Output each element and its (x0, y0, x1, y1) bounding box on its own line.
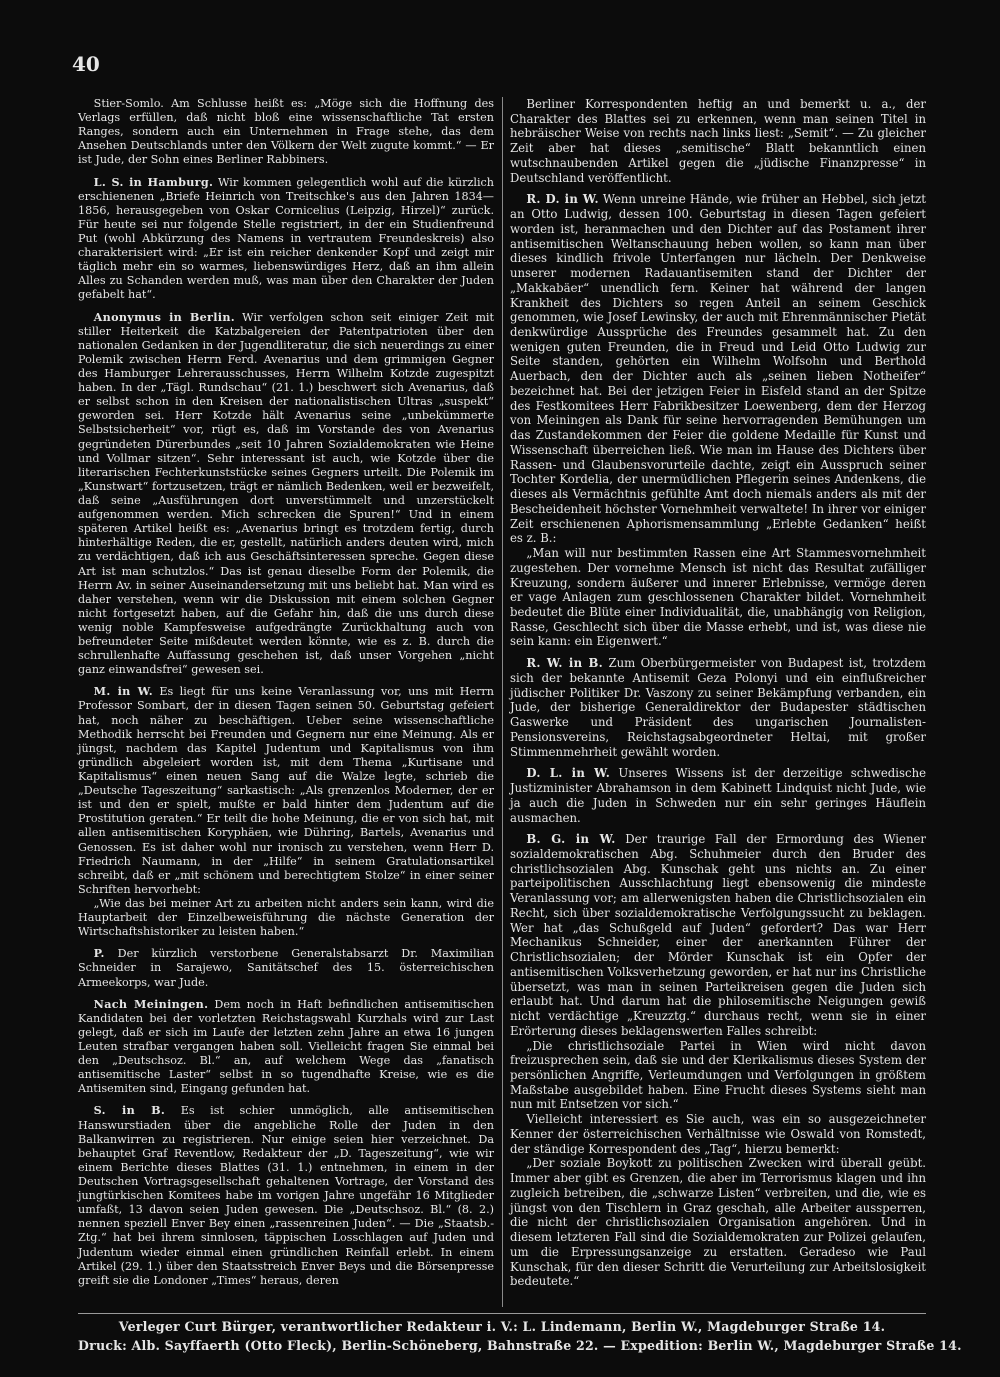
paragraph-text: Wir verfolgen schon seit einiger Zeit mit stiller Heiterkeit die Katzbalgereien der Patentpatrioten über den nationalen Gedanken in der Jugendliteratur, die sich neuerdings zu einer Polemik zwischen Herrn Ferd. Avenarius und dem grimmigen Gegner des Hamburger Lehrerausschusses, Herrn Wilhelm Kotzde zugespitzt haben. In der „Tägl. Rundschau“ (21. 1.) beschwert sich Avenarius, daß er selbst schon in den Kreisen der nationalistischen Ultras „suspekt“ geworden sei. Herr Kotzde hält Avenarius seine „unbekümmerte Selbstsicherheit“ vor, rügt es, daß im Vorstande des von Avenarius gegründeten Dürerbundes „seit 10 Jahren Sozialdemokraten wie Heine und Vollmar sitzen“. Sehr interessant ist auch, wie Kotzde über die literarischen Fechterkunststücke seines Gegners urteilt. Die Polemik im „Kunstwart“ fortzusetzen, trägt er nämlich Bedenken, weil er bezweifelt, daß seine „Ausführungen dort unverstümmelt und unzerstückelt aufgenommen werden. Mich schrecken die Spuren!“ Und in einem späteren Artikel heißt es: „Avenarius bringt es trotzdem fertig, durch hinterhältige Reden, die er, gestellt, natürlich anders deuten wird, mich zu verdächtigen, daß ich aus Geschäftsinteressen spreche. Gegen diese Art ist man schutzlos.“ Das ist genau dieselbe Form der Polemik, die Herrn Av. in seiner Auseinandersetzung mit uns beliebt hat. Man wird es daher verstehen, wenn wir die Diskussion mit einem solchen Gegner nicht fortgesetzt haben, auf die Gefahr hin, daß die uns durch diese wenig noble Kampfesweise aufgedrängte Zurückhaltung auch von befreundeter Seite mißdeutet werden könnte, wie es z. B. durch die schrullenhafte Auffassung geschehen ist, daß unser Vorgehen „nicht ganz einwandsfrei“ gewesen sei. (78, 310, 495, 677)
paragraph-text: Vielleicht interessiert es Sie auch, was ein so ausgezeichneter Kenner der österreichischen Verhältnisse wie Oswald von Romstedt, der ständige Korrespondent des „Tag“, hierzu bemerkt: (510, 1112, 926, 1156)
paragraph-text: Wir kommen gelegentlich wohl auf die kürzlich erschienenen „Briefe Heinrich von Treitschke's aus den Jahren 1834—1856, herausgegeben von Oskar Cornicelius (Leipzig, Hirzel)“ zurück. Für heute sei nur folgende Stelle registriert, in der ein Studienfreund Put (wohl Abkürzung des Namens in vertrautem Freundeskreis) also charakterisiert wird: „Er ist ein reicher denkender Kopf und zeigt mir täglich mehr ein so warmes, liebenswürdiges Herz, daß an ihm allein Alles zu Schanden werden muß, was man über den Charakter der Juden gefabelt hat“. (78, 175, 494, 302)
printer-line: Druck: Alb. Sayffaerth (Otto Fleck), Berlin-Schöneberg, Bahnstraße 22. — Expedition: Berlin W., Magdeburger Straße 14. (78, 1338, 962, 1353)
article-paragraph (510, 192, 926, 546)
reply-addressee: M. in W. (93, 684, 153, 699)
article-paragraph (510, 97, 926, 185)
publisher-line: Verleger Curt Bürger, verantwortlicher Redakteur i. V.: L. Lindemann, Berlin W., Magdeburger Straße 14. (118, 1319, 886, 1334)
article-paragraph (78, 175, 494, 303)
paragraph-text: Es ist schier unmöglich, alle antisemitischen Hanswurstiaden über die angebliche Rolle der Juden in den Balkanwirren zu registrieren. Nur einige seien hier verzeichnet. Da behauptet Graf Reventlow, Redakteur der „D. Tageszeitung“, wie wir einem Berichte dieses Blattes (31. 1.) entnehmen, in einem in der Deutschen Vortragsgesellschaft gehaltenen Vortrage, der Vorstand des jungtürkischen Komitees habe im vorigen Jahre ungefähr 16 Mitglieder umfaßt, 13 davon seien Juden gewesen. Die „Deutschsoz. Bl.“ (8. 2.) nennen speziell Enver Bey einen „rassenreinen Juden“. — Die „Staatsb.-Ztg.“ hat bei ihrem sinnlosen, täppischen Losschlagen auf Juden und Judentum wieder einmal einen gründlichen Reinfall erlebt. In einem Artikel (29. 1.) über den Staatsstreich Enver Beys und die Börsenpresse greift sie die Londoner „Times“ heraus, deren (78, 1104, 495, 1287)
footer-rule (78, 1313, 926, 1314)
reply-addressee: P. (93, 946, 105, 961)
reply-addressee: D. L. in W. (526, 766, 611, 781)
article-paragraph (510, 832, 926, 1038)
page-number: 40 (72, 52, 100, 76)
right-column (510, 97, 926, 1289)
article-paragraph (510, 546, 926, 649)
paragraph-text: Zum Oberbürgermeister von Budapest ist, trotzdem sich der bekannte Antisemit Geza Polonyi und ein einflußreicher jüdischer Politiker Dr. Vaszony zu seiner Bekämpfung verbanden, ein Jude, der bisherige Generaldirektor der Budapester städtischen Gaswerke und Präsident des ungarischen Journalisten-Pensionsvereins, Reichstagsabgeordneter Heltai, mit großer Stimmenmehrheit gewählt worden. (510, 656, 926, 759)
paragraph-text: Dem noch in Haft befindlichen antisemitischen Kandidaten bei der vorletzten Reichstagswahl Kurzhals wird zur Last gelegt, daß er sich im Laufe der letzten zehn Jahre an etwa 16 jungen Leuten strafbar vergangen haben soll. Vielleicht fragen Sie einmal bei den „Deutschsoz. Bl.“ an, auf welchem Wege das „fanatisch antisemitische Laster“ selbst in so tugendhafte Kreise, wie es die Antisemiten sind, Eingang gefunden hat. (78, 997, 495, 1096)
paragraph-text: Der traurige Fall der Ermordung des Wiener sozialdemokratischen Abg. Schuhmeier durch den Bruder des christlichsozialen Abg. Kunschak geht uns nichts an. Zu einer parteipolitischen Ausschlachtung liegt ebensowenig die mindeste Veranlassung vor; am allerwenigsten haben die Christlichsozialen ein Recht, sich über sozialdemokratische Verfolgungssucht zu beklagen. Wer hat „das Schußgeld auf Juden“ gefordert? Das war Herr Mechanikus Schneider, einer der anerkannten Führer der Christlichsozialen; der Mörder Kunschak ist ein Opfer der antisemitischen Volksverhetzung geworden, er hat nur ins Christliche übersetzt, was man in seinen Parteikreisen gegen die Juden sich erlaubt hat. Und darum hat die philosemitische Neigungen gewiß nicht verdächtige „Kreuzztg.“ durchaus recht, wenn sie in einer Erörterung dieses beklagenswerten Falles schreibt: (510, 832, 926, 1038)
article-paragraph (510, 1156, 926, 1289)
article-paragraph (78, 897, 494, 939)
article-paragraph (78, 997, 494, 1097)
article-paragraph (78, 310, 494, 678)
paragraph-text: Wenn unreine Hände, wie früher an Hebbel, sich jetzt an Otto Ludwig, dessen 100. Geburtstag in diesen Tagen gefeiert worden ist, heranmachen und den Dichter auf das Postament ihrer antisemitischen Weltanschauung heben wollen, so kann man über dieses kindlich frivole Unterfangen nur lächeln. Der Denkweise unserer modernen Radauantisemiten stand der Dichter der „Makkabäer“ unendlich fern. Keiner hat während der langen Krankheit des Dichters so regen Anteil an seinem Geschick genommen, wie Josef Lewinsky, der auch mit Ehrenmännischer Pietät denkwürdige Aussprüche des Freundes gesammelt hat. Zu den wenigen guten Freunden, die in Freud und Leid Otto Ludwig zur Seite standen, gehörten ein Wilhelm Wolfsohn und Berthold Auerbach, den der Dichter auch als „seinen lieben Notheifer“ bezeichnet hat. Bei der jetzigen Feier in Eisfeld stand an der Spitze des Festkomitees Herr Fabrikbesitzer Loewenberg, dem der Herzog von Meiningen als Dank für seine hervorragenden Bemühungen um das Zustandekommen der Feier die goldene Medaille für Kunst und Wissenschaft überreichen ließ. Wie man im Hause des Dichters über Rassen- und Glaubensvorurteile dachte, zeigt ein Ausspruch seiner Tochter Kordelia, der unermüdlichen Pflegerin seines Andenkens, die dieses als Vermächtnis gefühlte Amt doch niemals anders als mit der Bescheidenheit höchster Vornehmheit verwaltete! In ihrer vor einiger Zeit erschienenen Aphorismensammlung „Erlebte Gedanken“ heißt es z. B.: (510, 192, 926, 546)
article-paragraph (78, 684, 494, 897)
reply-addressee: R. D. in W. (526, 192, 599, 207)
paragraph-text: Unseres Wissens ist der derzeitige schwedische Justizminister Abrahamson in dem Kabinett Lindquist nicht Jude, wie ja auch die Juden in Schweden nur ein sehr geringes Häuflein ausmachen. (510, 766, 927, 825)
reply-addressee: Nach Meiningen. (93, 996, 209, 1011)
paragraph-text: Der kürzlich verstorbene Generalstabsarzt Dr. Maximilian Schneider in Sarajewo, Sanitätschef des 15. österreichischen Armeekorps, war Jude. (78, 947, 494, 989)
column-divider (502, 97, 503, 1307)
left-column (78, 97, 494, 1288)
reply-addressee: B. G. in W. (526, 832, 616, 847)
reply-addressee: R. W. in B. (526, 656, 604, 671)
article-paragraph (510, 1112, 926, 1156)
reply-addressee: L. S. in Hamburg. (93, 174, 214, 189)
article-paragraph (78, 97, 494, 168)
reply-addressee: S. in B. (93, 1103, 166, 1118)
article-paragraph (510, 766, 926, 825)
article-paragraph (78, 1103, 494, 1287)
paragraph-text: „Die christlichsoziale Partei in Wien wird nicht davon freizusprechen sein, daß sie und der Klerikalismus dieses System der persönlichen Angriffe, Verleumdungen und Verfolgungen in größtem Maßstabe ausgebildet haben. Eine Frucht dieses Systems sieht man nun mit Entsetzen vor sich.“ (510, 1038, 926, 1112)
article-paragraph (510, 656, 926, 759)
paragraph-text: Es liegt für uns keine Veranlassung vor, uns mit Herrn Professor Sombart, der in diesen Tagen seinen 50. Geburtstag gefeiert hat, noch näher zu beschäftigen. Ueber seine wissenschaftliche Methodik herrscht bei Freunden und Gegnern nur eine Meinung. Als er jüngst, nachdem das Kapitel Judentum und Kapitalismus von ihm gründlich abgeleiert worden ist, mit dem Thema „Kurtisane und Kapitalismus“ einen neuen Sang auf die Walze legte, schrieb die „Deutsche Tageszeitung“ sarkastisch: „Als grenzenlos Moderner, der er ist und den er spielt, mußte er bald hinter dem Judentum auf die Prostitution geraten.“ Er teilt die hohe Meinung, die er von sich hat, mit allen antisemitischen Koryphäen, wie Dühring, Bartels, Avenarius und Genossen. Es ist daher wohl nur ironisch zu verstehen, wenn Herr D. Friedrich Naumann, in der „Hilfe“ in seinem Gratulationsartikel schreibt, daß er „mit schönem und berechtigtem Stolze“ in einer seiner Schriften hervorhebt: (78, 685, 494, 896)
article-paragraph (78, 946, 494, 989)
paragraph-text: „Der soziale Boykott zu politischen Zwecken wird überall geübt. Immer aber gibt es Grenzen, die aber im Terrorismus klagen und ihn zugleich betreiben, die „schwarze Listen“ verbreiten, und die, wie es jüngst von den Tischlern in Graz geschah, alle Arbeiter aussperren, die nicht der christlichsozialen Organisation angehören. Und in diesem letzteren Fall sind die Sozialdemokraten zur Polizei gelaufen, um die Erpressungsanzeige zu erstatten. Geradeso wie Paul Kunschak, für den dieser Schritt die Verurteilung zur Arbeitslosigkeit bedeutete.“ (510, 1156, 926, 1289)
paragraph-text: Stier-Somlo. Am Schlusse heißt es: „Möge sich die Hoffnung des Verlags erfüllen, daß nicht bloß eine wissenschaftliche Tat ersten Ranges, sondern auch ein Unternehmen in Frage stehe, das dem Ansehen Deutschlands unter den Völkern der Welt zugute kommt.“ — Er ist Jude, der Sohn eines Berliner Rabbiners. (78, 97, 494, 167)
paragraph-text: „Wie das bei meiner Art zu arbeiten nicht anders sein kann, wird die Hauptarbeit der Einzelbeweisführung die nächste Generation der Wirtschaftshistoriker zu leisten haben.“ (78, 897, 494, 939)
paragraph-text: Berliner Korrespondenten heftig an und bemerkt u. a., der Charakter des Blattes sei zu erkennen, wenn man seinen Titel in hebräischer Weise von rechts nach links liest: „Semit“. — Zu gleicher Zeit aber hat dieses „semitische“ Blatt bekanntlich einen wutschnaubenden Artikel gegen die „jüdische Finanzpresse“ in Deutschland veröffentlicht. (510, 97, 926, 185)
article-paragraph (510, 1039, 926, 1113)
paragraph-text: „Man will nur bestimmten Rassen eine Art Stammesvornehmheit zugestehen. Der vornehme Mensch ist nicht das Resultat zufälliger Kreuzung, sondern äußerer und innerer Erlebnisse, vermöge deren er vage Anlagen zum geschlossenen Charakter bildet. Vornehmheit bedeutet die Blüte einer Individualität, die, unabhängig von Religion, Rasse, Geschlecht sich über die Masse erhebt, und ist, was diese nie sein kann: ein Eigenwert.“ (510, 546, 926, 649)
reply-addressee: Anonymus in Berlin. (93, 309, 235, 324)
